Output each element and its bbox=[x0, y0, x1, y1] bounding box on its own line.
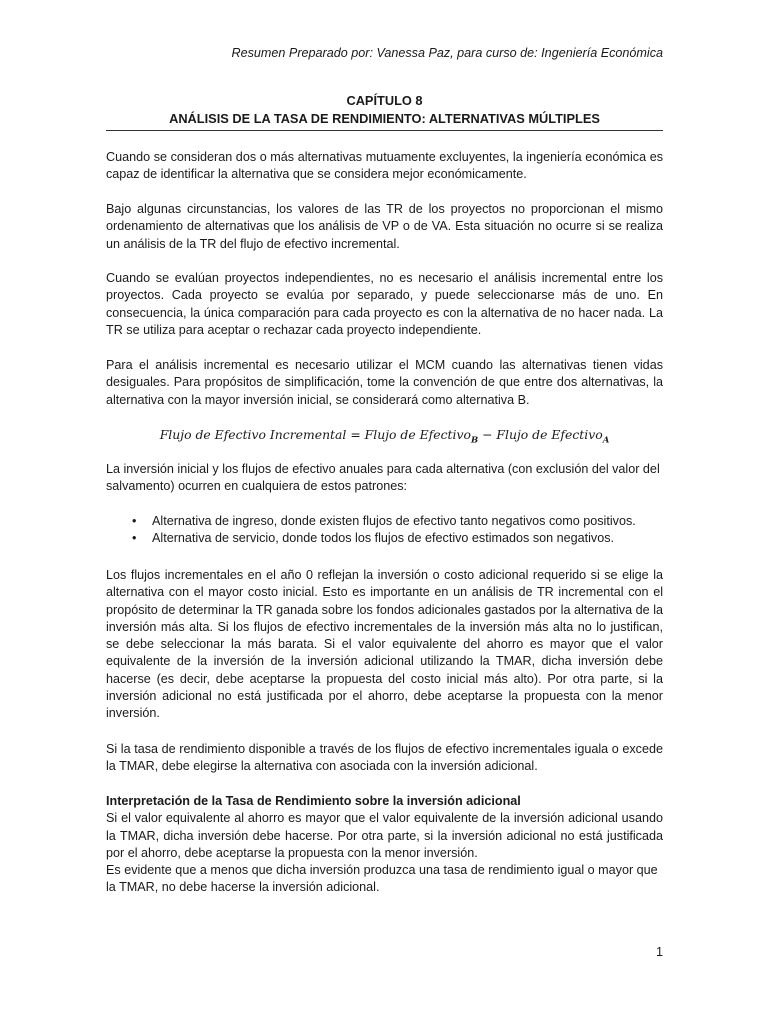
section-heading: Interpretación de la Tasa de Rendimiento sobre la inversión adicional bbox=[106, 794, 521, 808]
pattern-list bbox=[106, 513, 663, 548]
bullet-icon: • bbox=[132, 514, 137, 528]
formula-lhs: Flujo de Efectivo Incremental bbox=[159, 427, 347, 442]
formula-sub-a: A bbox=[602, 435, 610, 446]
bullet-icon: • bbox=[132, 531, 137, 546]
formula-sub-b: B bbox=[470, 435, 479, 446]
list-item-text: Alternativa de ingreso, donde existen flujos de efectivo tanto negativos como positivos. bbox=[152, 514, 636, 528]
formula-minus: − bbox=[478, 427, 497, 442]
incremental-formula bbox=[106, 426, 663, 450]
paragraph-tmar: Si la tasa de rendimiento disponible a través de los flujos de efectivo incrementales iguala o excede la TMAR, debe elegirse la alternativa con asociada con la inversión adicional. bbox=[106, 742, 663, 774]
chapter-number: CAPÍTULO 8 bbox=[346, 93, 423, 108]
list-item-text: Alternativa de servicio, donde todos los flujos de efectivo estimados son negativos. bbox=[152, 531, 615, 546]
list-item bbox=[106, 530, 663, 547]
paragraph-patterns: La inversión inicial y los flujos de efectivo anuales para cada alternativa (con exclusión del valor del salvamento) ocurren en cualquiera de estos patrones: bbox=[106, 462, 660, 494]
chapter-title: ANÁLISIS DE LA TASA DE RENDIMIENTO: ALTERNATIVAS MÚLTIPLES bbox=[169, 111, 600, 126]
interpretation-conclusion: Es evidente que a menos que dicha inversión produzca una tasa de rendimiento igual o mayor que la TMAR, no debe hacerse la inversión adicional. bbox=[106, 863, 658, 895]
paragraph-incremental: Los flujos incrementales en el año 0 reflejan la inversión o costo adicional requerido si se elige la alternativa con el mayor costo inicial. Esto es importante en un análisis de TR incremental con el propósito de determinar la TR ganada sobre los fondos adicionales gastados por la alternativa de la inversión más alta. Si los flujos de efectivo incrementales de la inversión más alta no lo justifican, se debe seleccionar la más barata. Si el valor equivalente del ahorro es mayor que el valor equivalente de la inversión de la inversión adicional utilizando la TMAR, dicha inversión debe hacerse (es decir, debe aceptarse la propuesta del costo inicial más alto). Por otra parte, si la inversión adicional no está justificada por el ahorro, debe aceptarse la propuesta con la menor inversión. bbox=[106, 568, 663, 721]
formula-term-a: Flujo de Efectivo bbox=[496, 427, 603, 442]
list-item bbox=[106, 513, 663, 530]
interpretation-text: Si el valor equivalente al ahorro es mayor que el valor equivalente de la inversión adicional usando la TMAR, dicha inversión debe hacerse. Por otra parte, si la inversión adicional no está justificada por el ahorro, debe aceptarse la propuesta con la menor inversión. bbox=[106, 811, 663, 860]
paragraph-independent: Cuando se evalúan proyectos independientes, no es necesario el análisis incremental entre los proyectos. Cada proyecto se evalúa por separado, y puede seleccionarse más de uno. En consecuencia, la única comparación para cada proyecto es con la alternativa de no hacer nada. La TR se utiliza para aceptar o rechazar cada proyecto independiente. bbox=[106, 271, 663, 337]
paragraph-mcm: Para el análisis incremental es necesario utilizar el MCM cuando las alternativas tienen vidas desiguales. Para propósitos de simplificación, tome la convención de que entre dos alternativas, la alternativa con la mayor inversión inicial, se considerará como alternativa B. bbox=[106, 358, 663, 407]
page-number: 1 bbox=[655, 945, 663, 959]
formula-equals: = bbox=[346, 427, 365, 442]
title-block bbox=[106, 92, 663, 128]
formula-term-b: Flujo de Efectivo bbox=[364, 427, 471, 442]
title-rule bbox=[106, 130, 663, 131]
paragraph-intro: Cuando se consideran dos o más alternativas mutuamente excluyentes, la ingeniería económica es capaz de identificar la alternativa que se considera mejor económicamente. bbox=[106, 150, 663, 182]
interpretation-section bbox=[106, 793, 663, 897]
header-note: Resumen Preparado por: Vanessa Paz, para curso de: Ingeniería Económica bbox=[231, 46, 663, 60]
paragraph-ordering: Bajo algunas circunstancias, los valores de las TR de los proyectos no proporcionan el mismo ordenamiento de alternativas que los análisis de VP o de VA. Esta situación no ocurre si se realiza un análisis de la TR del flujo de efectivo incremental. bbox=[106, 202, 663, 251]
